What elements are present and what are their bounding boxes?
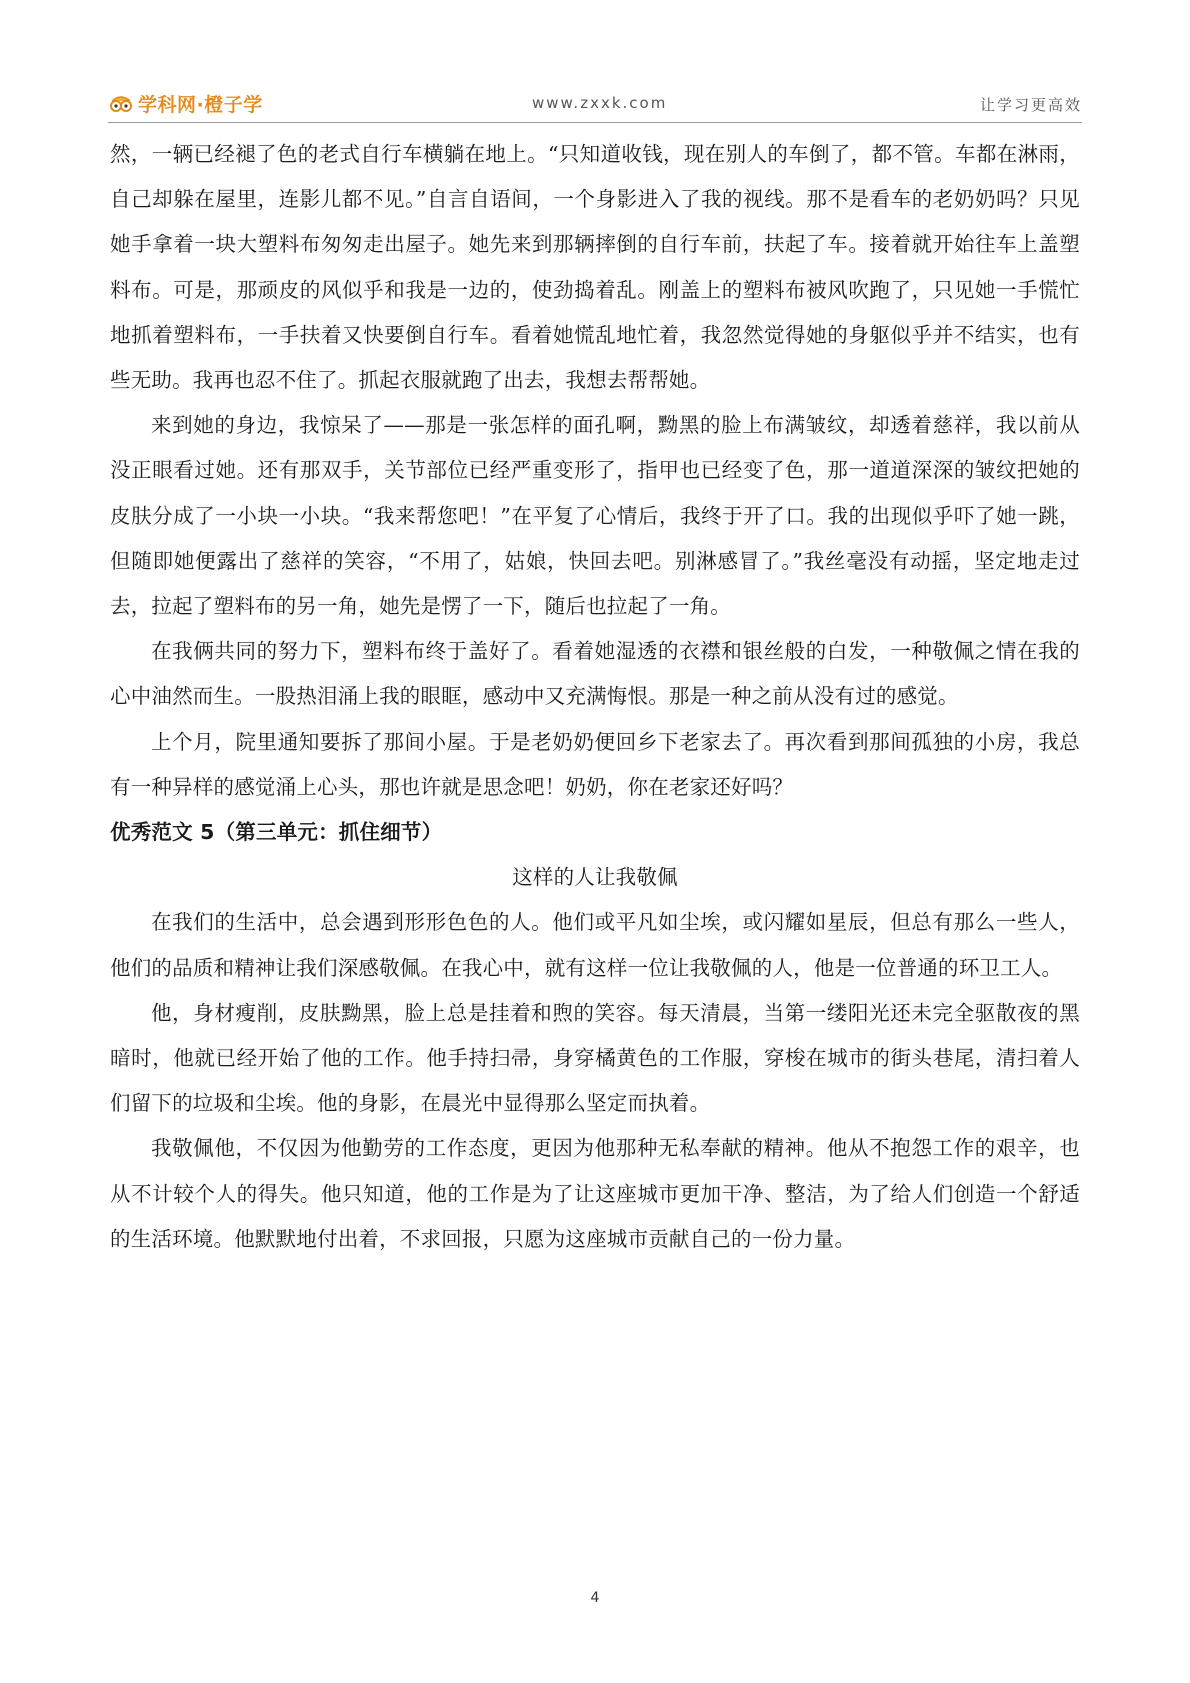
paragraph: 上个月，院里通知要拆了那间小屋。于是老奶奶便回乡下老家去了。再次看到那间孤独的小房，我总有一种异样的感觉涌上心头，那也许就是思念吧！奶奶，你在老家还好吗？ bbox=[110, 729, 1080, 799]
site-url[interactable]: www.zxxk.com bbox=[532, 94, 668, 112]
site-logo[interactable] bbox=[108, 90, 263, 117]
paragraph: 他，身材瘦削，皮肤黝黑，脸上总是挂着和煦的笑容。每天清晨，当第一缕阳光还未完全驱散夜的黑暗时，他就已经开始了他的工作。他手持扫帚，身穿橘黄色的工作服，穿梭在城市的街头巷尾，清扫着人们留下的垃圾和尘埃。他的身影，在晨光中显得那么坚定而执着。 bbox=[110, 1000, 1080, 1116]
document-body bbox=[110, 132, 1080, 1262]
site-slogan: 让学习更高效 bbox=[979, 96, 1082, 114]
paragraph: 在我们的生活中，总会遇到形形色色的人。他们或平凡如尘埃，或闪耀如星辰，但总有那么一些人，他们的品质和精神让我们深感敬佩。在我心中，就有这样一位让我敬佩的人，他是一位普通的环卫工人。 bbox=[110, 910, 1080, 980]
mascot-glasses-icon bbox=[108, 93, 134, 115]
logo-text: 学科网·橙子学 bbox=[138, 94, 263, 116]
header-divider bbox=[108, 122, 1082, 123]
paragraph: 然，一辆已经褪了色的老式自行车横躺在地上。“只知道收钱，现在别人的车倒了，都不管。车都在淋雨，自己却躲在屋里，连影儿都不见。”自言自语间，一个身影进入了我的视线。那不是看车的老奶奶吗？只见她手拿着一块大塑料布匆匆走出屋子。她先来到那辆摔倒的自行车前，扶起了车。接着就开始往车上盖塑料布。可是，那顽皮的风似乎和我是一边的，使劲捣着乱。刚盖上的塑料布被风吹跑了，只见她一手慌忙地抓着塑料布，一手扶着又快要倒自行车。看着她慌乱地忙着，我忽然觉得她的身躯似乎并不结实，也有些无助。我再也忍不住了。抓起衣服就跑了出去，我想去帮帮她。 bbox=[110, 142, 1080, 393]
section-heading: 优秀范文 5（第三单元：抓住细节） bbox=[110, 820, 443, 845]
paragraph: 在我俩共同的努力下，塑料布终于盖好了。看着她湿透的衣襟和银丝般的白发，一种敬佩之情在我的心中油然而生。一股热泪涌上我的眼眶，感动中又充满悔恨。那是一种之前从没有过的感觉。 bbox=[110, 639, 1080, 709]
paragraph: 我敬佩他，不仅因为他勤劳的工作态度，更因为他那种无私奉献的精神。他从不抱怨工作的艰辛，也从不计较个人的得失。他只知道，他的工作是为了让这座城市更加干净、整洁，为了给人们创造一个舒适的生活环境。他默默地付出着，不求回报，只愿为这座城市贡献自己的一份力量。 bbox=[110, 1136, 1080, 1251]
page-number: 4 bbox=[590, 1590, 600, 1606]
page-header bbox=[108, 86, 1082, 126]
essay-title: 这样的人让我敬佩 bbox=[512, 865, 678, 890]
paragraph: 来到她的身边，我惊呆了——那是一张怎样的面孔啊，黝黑的脸上布满皱纹，却透着慈祥，我以前从没正眼看过她。还有那双手，关节部位已经严重变形了，指甲也已经变了色，那一道道深深的皱纹把她的皮肤分成了一小块一小块。“我来帮您吧！”在平复了心情后，我终于开了口。我的出现似乎吓了她一跳，但随即她便露出了慈祥的笑容，“不用了，姑娘，快回去吧。别淋感冒了。”我丝毫没有动摇，坚定地走过去，拉起了塑料布的另一角，她先是愣了一下，随后也拉起了一角。 bbox=[110, 413, 1080, 619]
